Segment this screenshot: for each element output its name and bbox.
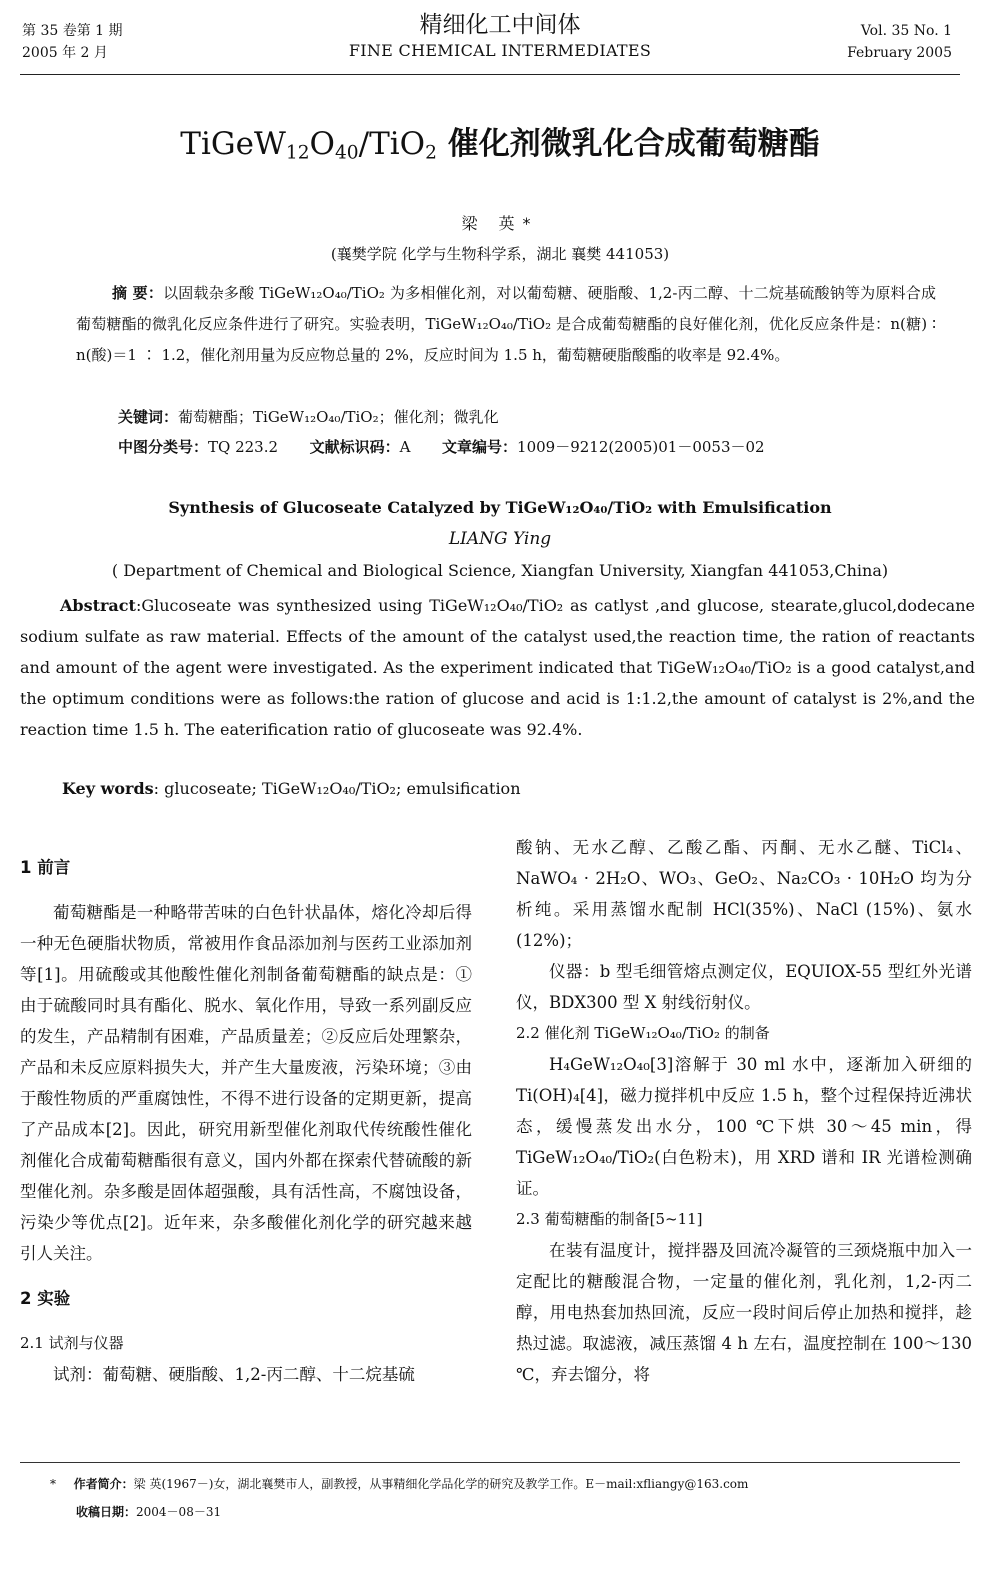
english-title: Synthesis of Glucoseate Catalyzed by TiGeW₁₂O₄₀/TiO₂ with Emulsification: [168, 498, 832, 517]
title-formula-part: TiGeW: [180, 126, 286, 162]
journal-name-cn: 精细化工中间体: [419, 12, 581, 38]
title-subscript: 12: [285, 142, 310, 164]
abstract-cn-label: 摘 要：: [112, 284, 164, 302]
paper-title: [0, 122, 1000, 166]
date-en: February 2005: [847, 45, 952, 61]
intro-paragraph: 葡萄糖酯是一种略带苦味的白色针状晶体，熔化冷却后得一种无色硬脂状物质，常被用作食品添加剂与医药工业添加剂等[1]。用硫酸或其他酸性催化剂制备葡萄糖酯的缺点是：①由于硫酸同时具有酯化、脱水、氧化作用，导致一系列副反应的发生，产品精制有困难，产品质量差；②反应后处理繁杂，产品和未反应原料损失大，并产生大量废液，污染环境；③由于酸性物质的严重腐蚀性，不得不进行设备的定期更新，提高了产品成本[2]。因此，研究用新型催化剂取代传统酸性催化剂催化合成葡萄糖酯很有意义，国内外都在探索代替硫酸的新型催化剂。杂多酸是固体超强酸，具有活性高，不腐蚀设备，污染少等优点[2]。近年来，杂多酸催化剂化学的研究越来越引人关注。: [20, 903, 472, 1263]
author-note: [50, 1470, 970, 1498]
section-heading-experiment: 2 实验: [20, 1289, 71, 1308]
footnote-rule: [20, 1462, 960, 1463]
english-author: LIANG Ying: [448, 529, 552, 549]
reagents-continued: 酸钠、无水乙醇、乙酸乙酯、丙酮、无水乙醚、TiCl₄、NaWO₄ · 2H₂O、WO₃、GeO₂、Na₂CO₃ · 10H₂O 均为分析纯。采用蒸馏水配制 HCl(35%)、NaCl (15%)、氨水(12%)；: [516, 838, 972, 950]
instruments-paragraph: 仪器：b 型毛细管熔点测定仪，EQUIOX-55 型红外光谱仪，BDX300 型 X 射线衍射仪。: [516, 962, 972, 1012]
title-text: 催化剂微乳化合成葡萄糖酯: [436, 126, 820, 162]
doc-code-label: 文献标识码：: [309, 438, 400, 456]
keywords-cn-text: 葡萄糖酯；TiGeW₁₂O₄₀/TiO₂；催化剂；微乳化: [178, 408, 499, 426]
cls-label: 中图分类号：: [118, 438, 209, 456]
subsection-heading-catalyst: 2.2 催化剂 TiGeW₁₂O₄₀/TiO₂ 的制备: [516, 1024, 770, 1042]
received-date-line: [50, 1498, 970, 1526]
synthesis-paragraph: 在装有温度计，搅拌器及回流冷凝管的三颈烧瓶中加入一定配比的糖酸混合物，一定量的催化剂，乳化剂，1,2-丙二醇，用电热套加热回流，反应一段时间后停止加热和搅拌，趁热过滤。取滤液，减压蒸馏 4 h 左右，温度控制在 100～130 ℃，弃去馏分，将: [516, 1241, 972, 1384]
received-date-value: 2004－08－31: [136, 1505, 222, 1519]
cls-value: TQ 223.2: [208, 438, 279, 456]
abstract-cn-text: 以固载杂多酸 TiGeW₁₂O₄₀/TiO₂ 为多相催化剂，对以葡萄糖、硬脂酸、1,2-丙二醇、十二烷基硫酸钠等为原料合成葡萄糖酯的微乳化反应条件进行了研究。实验表明，TiGeW₁₂O₄₀/TiO₂ 是合成葡萄糖酯的良好催化剂，优化反应条件是：n(糖) ∶ n(酸)＝1 ∶ 1.2，催化剂用量为反应物总量的 2%，反应时间为 1.5 h，葡萄糖硬脂酸酯的收率是 92.4%。: [76, 284, 936, 364]
article-no-value: 1009－9212(2005)01－0053－02: [517, 438, 765, 456]
header-rule: [20, 74, 960, 75]
volume-cn: 第 35 卷第 1 期: [22, 23, 123, 39]
title-subscript: 2: [425, 142, 437, 164]
author-note-text: 梁 英(1967－)女，湖北襄樊市人，副教授，从事精细化学品化学的研究及教学工作。E－mail:xfliangy@163.com: [133, 1477, 749, 1491]
english-keywords: [62, 776, 962, 802]
english-abstract-label: Abstract: [60, 596, 136, 615]
abstract-cn: [76, 278, 936, 371]
english-affiliation: ( Department of Chemical and Biological Science, Xiangfan University, Xiangfan 441053,China): [111, 561, 889, 580]
catalyst-paragraph: H₄GeW₁₂O₄₀[3]溶解于 30 ml 水中，逐渐加入研细的 Ti(OH)₄[4]，磁力搅拌机中反应 1.5 h，整个过程保持近沸状态，缓慢蒸发出水分，100 ℃下烘 30～45 min，得 TiGeW₁₂O₄₀/TiO₂(白色粉末)，用 XRD 谱和 IR 光谱检测确证。: [516, 1055, 972, 1198]
affiliation-cn: (襄樊学院 化学与生物科学系，湖北 襄樊 441053): [330, 245, 670, 263]
keywords-cn: [118, 402, 938, 432]
doc-code-value: A: [399, 438, 411, 456]
footnote: [50, 1470, 970, 1526]
keywords-cn-label: 关键词：: [118, 408, 179, 426]
title-formula-part: /TiO: [358, 126, 426, 162]
received-date-label: 收稿日期：: [76, 1505, 137, 1519]
body-left-column: [20, 848, 472, 1390]
subsection-heading-synthesis: 2.3 葡萄糖酯的制备[5~11]: [516, 1210, 703, 1228]
english-keywords-label: Key words: [62, 779, 154, 798]
volume-en: Vol. 35 No. 1: [860, 23, 952, 39]
author-cn: 梁 英*: [461, 214, 539, 233]
subsection-heading-reagents: 2.1 试剂与仪器: [20, 1334, 124, 1352]
english-abstract: [20, 590, 975, 745]
author-note-label: 作者简介：: [73, 1477, 134, 1491]
footnote-star: *: [50, 1477, 56, 1491]
section-heading-intro: 1 前言: [20, 858, 71, 877]
title-subscript: 40: [334, 142, 359, 164]
english-keywords-text: : glucoseate; TiGeW₁₂O₄₀/TiO₂; emulsification: [153, 779, 521, 798]
classification-line: [118, 432, 938, 462]
date-cn: 2005 年 2 月: [22, 45, 108, 61]
issue-info-cn: [22, 20, 123, 64]
issue-info-en: [847, 20, 952, 64]
journal-name: [250, 10, 750, 62]
article-no-label: 文章编号：: [442, 438, 518, 456]
journal-name-en: FINE CHEMICAL INTERMEDIATES: [348, 41, 652, 60]
body-right-column: [516, 832, 972, 1390]
english-abstract-text: :Glucoseate was synthesized using TiGeW₁₂O₄₀/TiO₂ as catlyst ,and glucose, stearate,glucol,dodecane sodium sulfate as raw material. Effects of the amount of the catalyst used,the reaction time, the ration of reactants and amount of the agent were investigated. As the experiment indicated that TiGeW₁₂O₄₀/TiO₂ is a good catalyst,and the optimum conditions were as follows:the ration of glucose and acid is 1:1.2,the amount of catalyst is 2%,and the reaction time 1.5 h. The eaterification ratio of glucoseate was 92.4%.: [20, 596, 975, 739]
title-formula-part: O: [309, 126, 335, 162]
reagents-paragraph: 试剂：葡萄糖、硬脂酸、1,2-丙二醇、十二烷基硫: [53, 1365, 415, 1384]
